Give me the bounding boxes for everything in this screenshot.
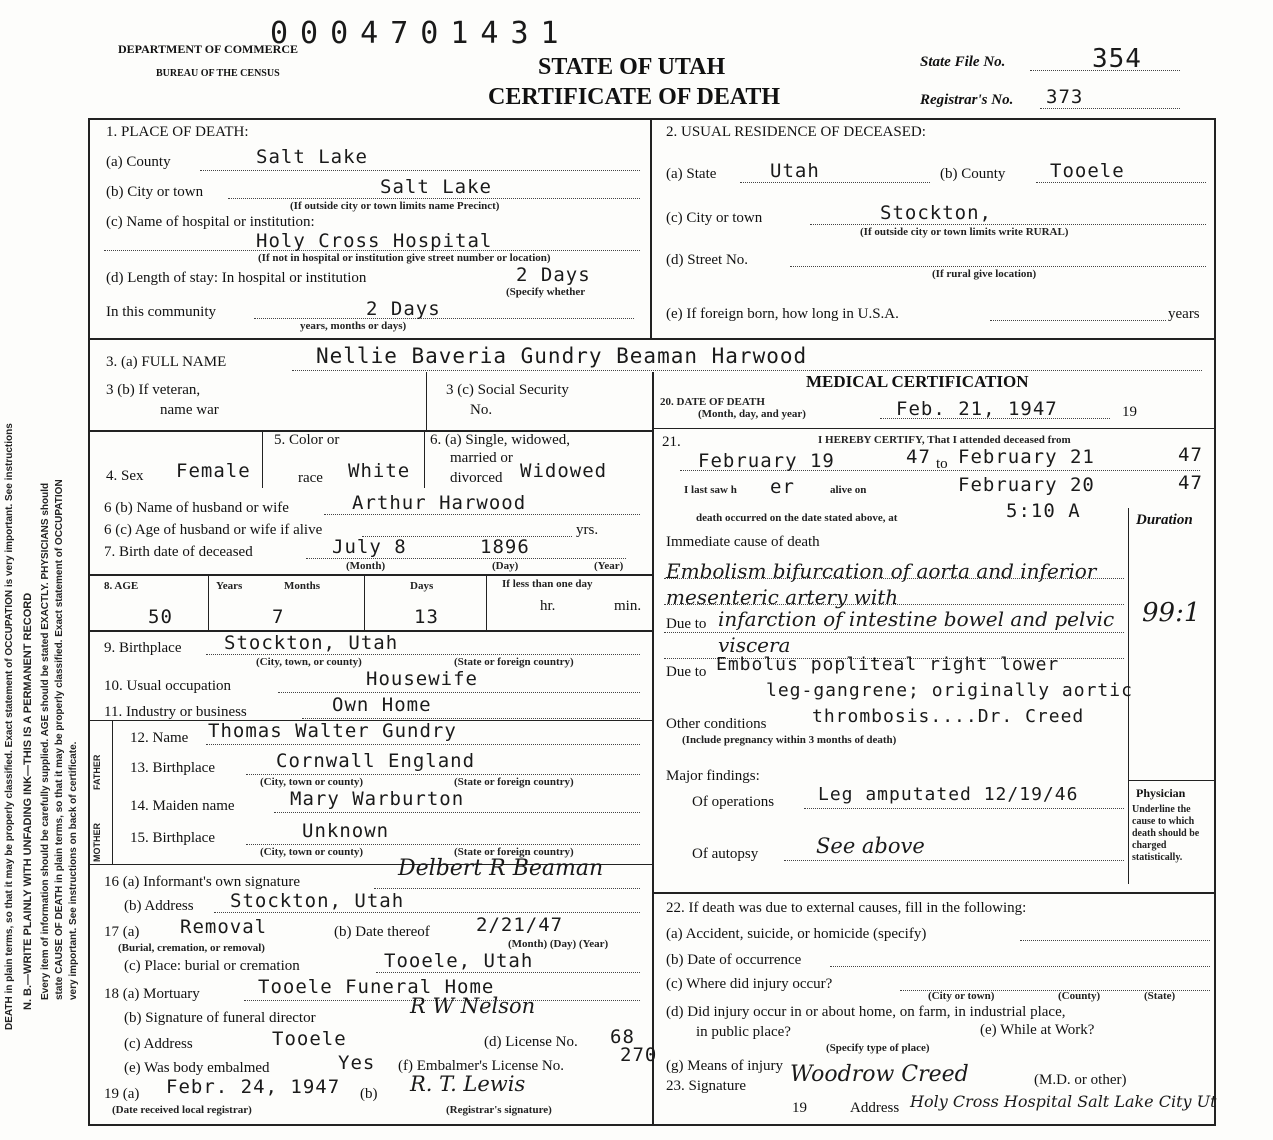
department-label: DEPARTMENT OF COMMERCE [118, 42, 299, 56]
social-security-label: 3 (c) Social Security [446, 382, 569, 398]
external-c: (c) Where did injury occur? [666, 976, 833, 992]
res-city-label: (c) City or town [666, 210, 763, 226]
birth-date-label: 7. Birth date of deceased [104, 544, 253, 560]
serial-number: 0004701431 [270, 16, 571, 51]
sex: Female [176, 460, 251, 482]
physician-signature-label: 23. Signature [666, 1078, 746, 1094]
attended-to-year: 47 [1178, 444, 1203, 466]
last-saw-date: February 20 [958, 474, 1095, 496]
autopsy-label: Of autopsy [692, 846, 759, 862]
father-tag: FATHER [92, 754, 102, 790]
certify-statement: I HEREBY CERTIFY, That I attended deceased from [818, 434, 1071, 446]
marital-status: Widowed [520, 460, 608, 482]
age-months: 7 [272, 606, 285, 628]
birthplace-state-note: (State or foreign country) [454, 656, 574, 668]
removal-date-note: (Month) (Day) (Year) [508, 938, 609, 950]
pod-city-label: (b) City or town [106, 184, 204, 200]
external-date-suffix: 19 [792, 1100, 807, 1116]
age-min-label: min. [614, 598, 642, 614]
removal-date: 2/21/47 [476, 914, 564, 936]
due-to-1-label: Due to [666, 616, 707, 632]
mother-birthplace-label: 15. Birthplace [130, 830, 215, 846]
father-bp-city-note: (City, town or county) [260, 776, 364, 788]
due-to-1-duration: 99:1 [1142, 598, 1201, 628]
other-conditions: thrombosis....Dr. Creed [812, 706, 1085, 727]
registrar-signature-note: (Registrar's signature) [446, 1104, 552, 1116]
pod-stay-label: (d) Length of stay: In hospital or institution [106, 270, 367, 286]
pod-county: Salt Lake [256, 146, 368, 168]
age-less-than-day-label: If less than one day [502, 578, 593, 590]
date-of-death: Feb. 21, 1947 [896, 398, 1058, 420]
major-findings-label: Major findings: [666, 768, 760, 784]
informant-address: Stockton, Utah [230, 890, 405, 912]
embalmer-license-label: (f) Embalmer's License No. [398, 1058, 564, 1074]
pod-city-note: (If outside city or town limits name Precinct) [290, 200, 500, 212]
license-number: 68 [610, 1026, 635, 1048]
pod-stay-note: (Specify whether [506, 286, 586, 298]
burial-place-label: (c) Place: burial or cremation [124, 958, 300, 974]
funeral-director-signature: R W Nelson [410, 994, 536, 1018]
registrar-sig-label: (b) [360, 1086, 378, 1102]
industry-label: 11. Industry or business [104, 704, 247, 720]
residence-title: 2. USUAL RESIDENCE OF DECEASED: [666, 124, 926, 140]
mother-maiden-name: Mary Warburton [290, 788, 465, 810]
removal: Removal [180, 916, 268, 938]
registrar-date: Febr. 24, 1947 [166, 1076, 341, 1098]
state-file-number: 354 [1092, 44, 1142, 74]
veteran-war-label: name war [160, 402, 219, 418]
registrar-number: 373 [1046, 86, 1084, 108]
age-hr-label: hr. [540, 598, 556, 614]
physician-signature: Woodrow Creed [790, 1062, 969, 1087]
pod-hospital: Holy Cross Hospital [256, 230, 493, 252]
date-of-death-label: 20. DATE OF DEATH [660, 396, 765, 408]
spouse-age-label: 6 (c) Age of husband or wife if alive [104, 522, 323, 538]
burial-place: Tooele, Utah [384, 950, 534, 972]
birth-month-note: (Month) [346, 560, 386, 572]
autopsy: See above [816, 834, 925, 858]
removal-label: 17 (a) [104, 924, 140, 940]
father-name: Thomas Walter Gundry [208, 720, 457, 742]
other-conditions-label: Other conditions [666, 716, 767, 732]
registrar-signature: R. T. Lewis [410, 1072, 526, 1096]
industry: Own Home [332, 694, 432, 716]
pod-hospital-label: (c) Name of hospital or institution: [106, 214, 315, 230]
res-street-label: (d) Street No. [666, 252, 749, 268]
time-of-death-label: death occurred on the date stated above, at [696, 512, 898, 524]
place-of-death-title: 1. PLACE OF DEATH: [106, 124, 249, 140]
age-months-label: Months [284, 580, 321, 592]
father-birthplace: Cornwall England [276, 750, 476, 772]
external-b: (b) Date of occurrence [666, 952, 802, 968]
margin-note-4: state CAUSE OF DEATH in plain terms, so that it may be properly classified. Exact statement of OCCUPATION [54, 479, 65, 1000]
operations-label: Of operations [692, 794, 775, 810]
duration-label: Duration [1136, 512, 1193, 528]
marital-label-1: 6. (a) Single, widowed, [430, 432, 570, 448]
date-of-death-sublabel: (Month, day, and year) [698, 408, 806, 420]
pod-community-label: In this community [106, 304, 216, 320]
mother-maiden-label: 14. Maiden name [130, 798, 235, 814]
attended-to-label: to [936, 456, 948, 472]
removal-note: (Burial, cremation, or removal) [118, 942, 265, 954]
spouse-label: 6 (b) Name of husband or wife [104, 500, 289, 516]
race: White [348, 460, 411, 482]
res-county: Tooele [1050, 160, 1125, 182]
spouse-name: Arthur Harwood [352, 492, 527, 514]
father-birthplace-label: 13. Birthplace [130, 760, 215, 776]
birthplace-label: 9. Birthplace [104, 640, 182, 656]
mortuary-address-label: (c) Address [124, 1036, 193, 1052]
physician-title: Physician [1136, 786, 1186, 800]
informant-signature: Delbert R Beaman [398, 856, 604, 881]
license-label: (d) License No. [484, 1034, 578, 1050]
operations: Leg amputated 12/19/46 [818, 784, 1079, 805]
external-c-state-note: (State) [1144, 990, 1176, 1002]
age-years-label: Years [216, 580, 243, 592]
external-a: (a) Accident, suicide, or homicide (specify) [666, 926, 927, 942]
embalmed-label: (e) Was body embalmed [124, 1060, 270, 1076]
informant-address-label: (b) Address [124, 898, 194, 914]
pod-community-note: years, months or days) [300, 320, 407, 332]
registrar-date-label: 19 (a) [104, 1086, 140, 1102]
embalmed: Yes [338, 1052, 376, 1074]
birthplace: Stockton, Utah [224, 632, 399, 654]
veteran-label: 3 (b) If veteran, [106, 382, 201, 398]
alive-on-label: alive on [830, 484, 867, 496]
age-days-label: Days [410, 580, 434, 592]
removal-date-label: (b) Date thereof [334, 924, 430, 940]
spouse-age-unit: yrs. [576, 522, 599, 538]
res-state: Utah [770, 160, 820, 182]
pod-city: Salt Lake [380, 176, 492, 198]
state-title: STATE OF UTAH [538, 54, 726, 80]
registrar-date-note: (Date received local registrar) [112, 1104, 252, 1116]
occupation: Housewife [366, 668, 478, 690]
mother-tag: MOTHER [92, 823, 102, 862]
birth-month-day: July 8 [332, 536, 407, 558]
res-state-label: (a) State [666, 166, 717, 182]
mortuary-label: 18 (a) Mortuary [104, 986, 200, 1002]
external-d-note: (Specify type of place) [826, 1042, 930, 1054]
immediate-cause: Embolism bifurcation of aorta and inferior mesenteric artery with [666, 559, 1097, 609]
pod-stay: 2 Days [516, 264, 591, 286]
sex-label: 4. Sex [106, 468, 144, 484]
informant-signature-label: 16 (a) Informant's own signature [104, 874, 300, 890]
physician-note: Underline the cause to which death should be charged statistically. [1132, 804, 1200, 863]
bureau-label: BUREAU OF THE CENSUS [156, 68, 280, 79]
external-d: (d) Did injury occur in or about home, on farm, in industrial place, [666, 1004, 1066, 1020]
date-of-death-suffix: 19 [1122, 404, 1137, 420]
mother-birthplace: Unknown [302, 820, 390, 842]
age-label: 8. AGE [104, 580, 139, 592]
father-bp-state-note: (State or foreign country) [454, 776, 574, 788]
state-file-label: State File No. [920, 54, 1006, 70]
margin-note-1: DEATH in plain terms, so that it may be properly classified. Exact statement of OCCUPATION is very important. See instructions [4, 423, 15, 1030]
certificate-title: CERTIFICATE OF DEATH [488, 84, 781, 110]
external-causes-title: 22. If death was due to external causes, fill in the following: [666, 900, 1027, 916]
color-label: 5. Color or [274, 432, 340, 448]
attended-to: February 21 [958, 446, 1095, 468]
funeral-director-label: (b) Signature of funeral director [124, 1010, 316, 1026]
mortuary-address: Tooele [272, 1028, 347, 1050]
due-to-2: Embolus popliteal right lower [716, 654, 1060, 675]
pod-community: 2 Days [366, 298, 441, 320]
age-days: 13 [414, 606, 439, 628]
margin-note-2: N. B.—WRITE PLAINLY WITH UNFADING INK—THIS IS A PERMANENT RECORD [22, 592, 34, 1010]
full-name: Nellie Baveria Gundry Beaman Harwood [316, 344, 808, 368]
external-d-public: in public place? [696, 1024, 791, 1040]
immediate-cause-label: Immediate cause of death [666, 534, 820, 550]
margin-note-5: very important. See instructions on back of certificate. [68, 741, 79, 1000]
birthplace-city-note: (City, town, or county) [256, 656, 362, 668]
embalmer-license: 270 [620, 1044, 658, 1066]
physician-address-label: Address [850, 1100, 900, 1116]
margin-note-3: Every item of information should be carefully supplied. AGE should be stated EXACTLY. PHYSICIANS should [40, 482, 51, 1000]
res-foreign-unit: years [1168, 306, 1200, 322]
time-of-death: 5:10 A [1006, 500, 1081, 522]
marital-label-3: divorced [450, 470, 503, 486]
mortuary: Tooele Funeral Home [258, 976, 495, 998]
other-conditions-note: (Include pregnancy within 3 months of death) [682, 734, 897, 746]
last-saw-label: I last saw h [684, 484, 737, 496]
external-e: (e) While at Work? [980, 1022, 1095, 1038]
res-county-label: (b) County [940, 166, 1006, 182]
res-city-note: (If outside city or town limits write RURAL) [860, 226, 1069, 238]
last-saw-pronoun: er [770, 476, 795, 498]
mother-bp-city-note: (City, town or county) [260, 846, 364, 858]
age-years: 50 [148, 606, 173, 628]
res-city: Stockton, [880, 202, 992, 224]
external-c-city-note: (City or town) [928, 990, 995, 1002]
mother-bp-state-note: (State or foreign country) [454, 846, 574, 858]
due-to-1: infarction of intestine bowel and pelvic viscera [718, 607, 1115, 657]
external-g: (g) Means of injury [666, 1058, 784, 1074]
marital-label-2: married or [450, 450, 513, 466]
attended-from: February 19 [698, 450, 835, 472]
occupation-label: 10. Usual occupation [104, 678, 232, 694]
social-security-no-label: No. [470, 402, 493, 418]
birth-day-note: (Day) [492, 560, 519, 572]
last-saw-year: 47 [1178, 472, 1203, 494]
due-to-2-label: Due to [666, 664, 707, 680]
full-name-label: 3. (a) FULL NAME [106, 354, 227, 370]
res-street-note: (If rural give location) [932, 268, 1037, 280]
md-label: (M.D. or other) [1034, 1072, 1127, 1088]
due-to-2-continued: leg-gangrene; originally aortic [766, 680, 1133, 701]
res-foreign-label: (e) If foreign born, how long in U.S.A. [666, 306, 899, 322]
medical-certification-title: MEDICAL CERTIFICATION [806, 372, 1029, 391]
physician-address: Holy Cross Hospital Salt Lake City Ut [910, 1092, 1217, 1111]
attended-from-year: 47 [906, 446, 931, 468]
race-label: race [298, 470, 323, 486]
birth-year: 1896 [480, 536, 530, 558]
registrar-number-label: Registrar's No. [920, 92, 1014, 108]
birth-year-note: (Year) [594, 560, 624, 572]
pod-hospital-note: (If not in hospital or institution give street number or location) [258, 252, 551, 264]
external-c-county-note: (County) [1058, 990, 1101, 1002]
item-21-label: 21. [662, 434, 681, 450]
pod-county-label: (a) County [106, 154, 171, 170]
father-name-label: 12. Name [130, 730, 189, 746]
